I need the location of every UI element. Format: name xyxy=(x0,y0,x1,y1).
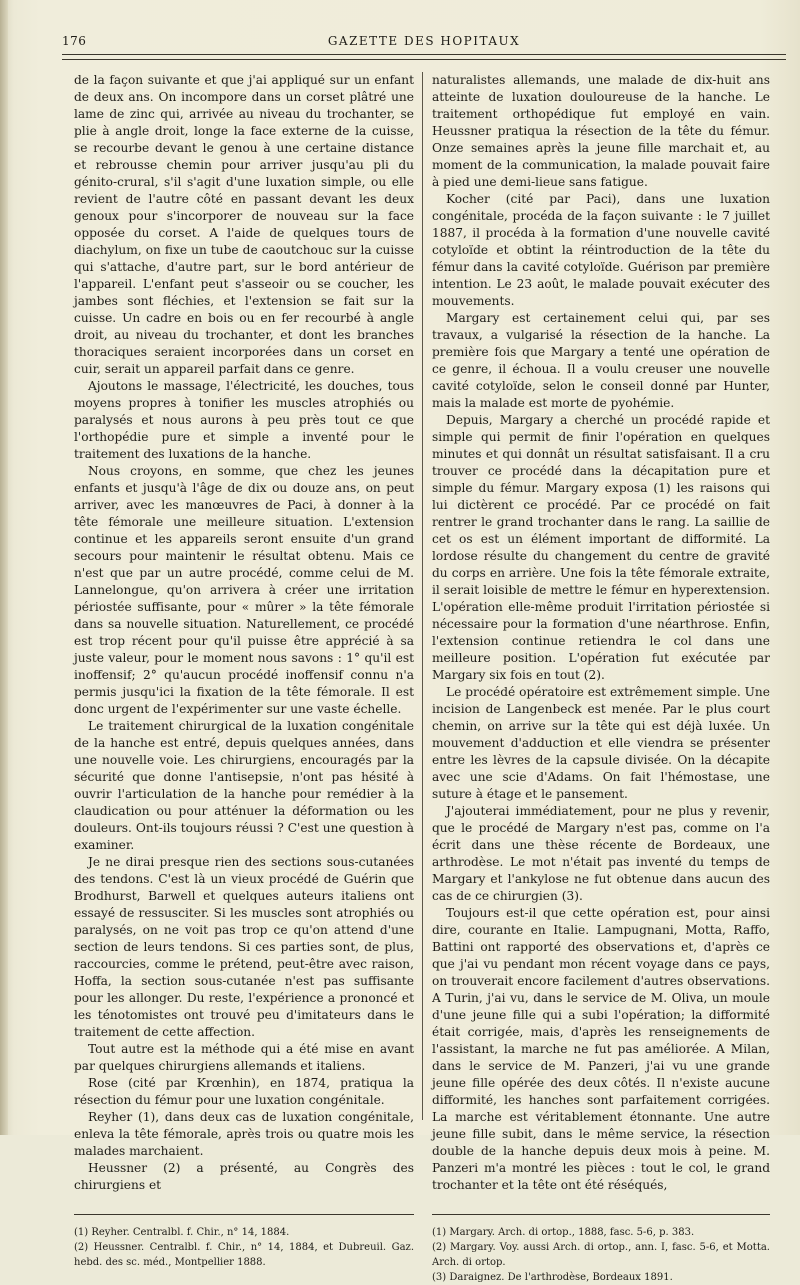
footnote: (1) Reyher. Centralbl. f. Chir., n° 14, 1884. xyxy=(74,1227,290,1238)
paragraph: Margary est certainement celui qui, par ses travaux, a vulgarisé la résection de la hanche. La première fois que Margary a tenté une opération de ce genre, il échoua. Il a voulu creuser une nouvelle cavité cotyloïde, selon le conseil donné par Hunter, mais la malade est morte de pyohémie. xyxy=(432,311,770,410)
footnotes-right xyxy=(432,1225,770,1285)
paragraph: Rose (cité par Krœnhin), en 1874, pratiqua la résection du fémur pour une luxation congénitale. xyxy=(74,1076,414,1107)
paragraph: Depuis, Margary a cherché un procédé rapide et simple qui permit de finir l'opération en quelques minutes et qui donnât un résultat satisfaisant. Il a cru trouver ce procédé dans la décapitation pure et simple du fémur. Margary exposa (1) les raisons qui lui dictèrent ce procédé. Par ce procédé on fait rentrer le grand trochanter dans le rang. La saillie de cet os est un élément important de difformité. La lordose résulte du changement du centre de gravité du corps en arrière. Une fois la tête fémorale extraite, il serait loisible de mettre le fémur en hyperextension. L'opération elle-même produit l'irritation périostée si nécessaire pour la formation d'une néarthrose. Enfin, l'extension continue retiendra le col dans une meilleure position. L'opération fut exécutée par Margary six fois en tout (2). xyxy=(432,413,770,682)
page-edge xyxy=(0,0,8,1135)
paragraph: naturalistes allemands, une malade de dix-huit ans atteinte de luxation douloureuse de la hanche. Le traitement orthopédique fut employé en vain. Heussner pratiqua la résection de la tête du fémur. Onze semaines après la jeune fille marchait et, au moment de la communication, la malade pouvait faire à pied une demi-lieue sans fatigue. xyxy=(432,73,770,189)
paragraph: Je ne dirai presque rien des sections sous-cutanées des tendons. C'est là un vieux procédé de Guérin que Brodhurst, Barwell et quelques auteurs italiens ont essayé de ressusciter. Si les muscles sont atrophiés ou paralysés, on ne voit pas trop ce qu'on attend d'une section de leurs tendons. Si ces parties sont, de plus, raccourcies, comme le prétend, peut-être avec raison, Hoffa, la section sous-cutanée n'est pas suffisante pour les allonger. Du reste, l'expérience a prononcé et les ténotomistes ont trouvé peu d'imitateurs dans le traitement de cette affection. xyxy=(74,855,414,1039)
running-title: GAZETTE DES HOPITAUX xyxy=(327,34,521,48)
paragraph: Tout autre est la méthode qui a été mise en avant par quelques chirurgiens allemands et italiens. xyxy=(74,1042,414,1073)
footnote: (3) Daraignez. De l'arthrodèse, Bordeaux 1891. xyxy=(432,1272,673,1283)
paragraph: Le procédé opératoire est extrêmement simple. Une incision de Langenbeck est menée. Par le plus court chemin, on arrive sur la tête qui est déjà luxée. Un mouvement d'adduction et elle viendra se présenter entre les lèvres de la capsule divisée. On la décapite avec une scie d'Adams. On fait l'hémostase, une suture à étage et le pansement. xyxy=(432,685,770,801)
paragraph: de la façon suivante et que j'ai appliqué sur un enfant de deux ans. On incompore dans un corset plâtré une lame de zinc qui, arrivée au niveau du trochanter, se plie à angle droit, longe la face externe de la cuisse, se recourbe devant le genou à une certaine distance et rebrousse chemin pour arriver jusqu'au pli du génito-crural, s'il s'agit d'une luxation simple, ou elle revient de l'autre côté en passant devant les deux genoux pour s'incorporer de nouveau sur la face opposée du corset. A l'aide de quelques tours de diachylum, on fixe un tube de caoutchouc sur la cuisse qui s'attache, d'autre part, sur le bord antérieur de l'appareil. L'enfant peut s'asseoir ou se coucher, les jambes sont fléchies, et l'extension se fait sur la cuisse. Un cadre en bois ou en fer recourbé à angle droit, au niveau du trochanter, et dont les branches thoraciques seraient incorporées dans un corset en cuir, serait un appareil parfait dans ce genre. xyxy=(74,73,414,376)
header-rule xyxy=(62,54,786,60)
footnote: (2) Heussner. Centralbl. f. Chir., n° 14, 1884, et Dubreuil. Gaz. hebd. des sc. méd., Montpellier 1888. xyxy=(74,1242,414,1268)
paragraph: Heussner (2) a présenté, au Congrès des chirurgiens et xyxy=(74,1161,414,1192)
footnotes-left xyxy=(74,1225,414,1270)
paragraph: J'ajouterai immédiatement, pour ne plus y revenir, que le procédé de Margary n'est pas, comme on l'a écrit dans une thèse récente de Bordeaux, une arthrodèse. Le mot n'était pas inventé du temps de Margary et l'ankylose ne fut obtenue dans aucun des cas de ce chirurgien (3). xyxy=(432,804,770,903)
footnote-rule xyxy=(432,1214,770,1215)
page-number: 176 xyxy=(62,34,87,48)
column-separator xyxy=(422,72,423,1120)
paragraph: Reyher (1), dans deux cas de luxation congénitale, enleva la tête fémorale, après trois ou quatre mois les malades marchaient. xyxy=(74,1110,414,1158)
paragraph: Nous croyons, en somme, que chez les jeunes enfants et jusqu'à l'âge de dix ou douze ans, on peut arriver, avec les manœuvres de Paci, à donner à la tête fémorale une meilleure situation. L'extension continue et les appareils seront ensuite d'un grand secours pour maintenir le résultat obtenu. Mais ce n'est que par un autre procédé, comme celui de M. Lannelongue, qu'on arrivera à créer une irritation périostée suffisante, pour « mûrer » la tête fémorale dans sa nouvelle situation. Naturellement, ce procédé est trop récent pour qu'il puisse être apprécié à sa juste valeur, pour le moment nous savons : 1° qu'il est inoffensif; 2° qu'aucun procédé inoffensif connu n'a permis jusqu'ici la fixation de la tête fémorale. Il est donc urgent de l'expérimenter sur une vaste échelle. xyxy=(74,464,414,716)
footnote-rule xyxy=(74,1214,414,1215)
paragraph: Ajoutons le massage, l'électricité, les douches, tous moyens propres à tonifier les muscles atrophiés ou paralysés et nous aurons à peu près tout ce que l'orthopédie pure et simple a inventé pour le traitement des luxations de la hanche. xyxy=(74,379,414,461)
right-column xyxy=(432,72,770,1285)
left-column xyxy=(74,72,414,1270)
paragraph: Le traitement chirurgical de la luxation congénitale de la hanche est entré, depuis quelques années, dans une nouvelle voie. Les chirurgiens, encouragés par la sécurité que donne l'antisepsie, n'ont pas hésité à ouvrir l'articulation de la hanche pour remédier à la claudication ou pour atténuer la déformation ou les douleurs. Ont-ils toujours réussi ? C'est une question à examiner. xyxy=(74,719,414,852)
paragraph: Kocher (cité par Paci), dans une luxation congénitale, procéda de la façon suivante : le 7 juillet 1887, il procéda à la formation d'une nouvelle cavité cotyloïde et obtint la réintroduction de la tête du fémur dans la cavité cotyloïde. Guérison par première intention. Le 23 août, le malade pouvait exécuter des mouvements. xyxy=(432,192,770,308)
paragraph: Toujours est-il que cette opération est, pour ainsi dire, courante en Italie. Lampugnani, Motta, Raffo, Battini ont rapporté des observations et, d'après ce que j'ai vu pendant mon récent voyage dans ce pays, on trouverait encore facilement d'autres observations. A Turin, j'ai vu, dans le service de M. Oliva, un moule d'une jeune fille qui a subi l'opération; la difformité était corrigée, mais, d'après les renseignements de l'assistant, la marche ne fut pas améliorée. A Milan, dans le service de M. Panzeri, j'ai vu une grande jeune fille opérée des deux côtés. Il n'existe aucune difformité, les hanches sont parfaitement corrigées. La marche est véritablement étonnante. Une autre jeune fille subit, dans le même service, la résection double de la hanche depuis deux mois à peine. M. Panzeri m'a montré les pièces : tout le col, le grand trochanter et la tête ont été réséqués, xyxy=(432,906,770,1192)
footnote: (1) Margary. Arch. di ortop., 1888, fasc. 5-6, p. 383. xyxy=(432,1227,695,1238)
footnote: (2) Margary. Voy. aussi Arch. di ortop., ann. I, fasc. 5-6, et Motta. Arch. di ortop. xyxy=(432,1242,770,1268)
page-header xyxy=(62,32,786,54)
